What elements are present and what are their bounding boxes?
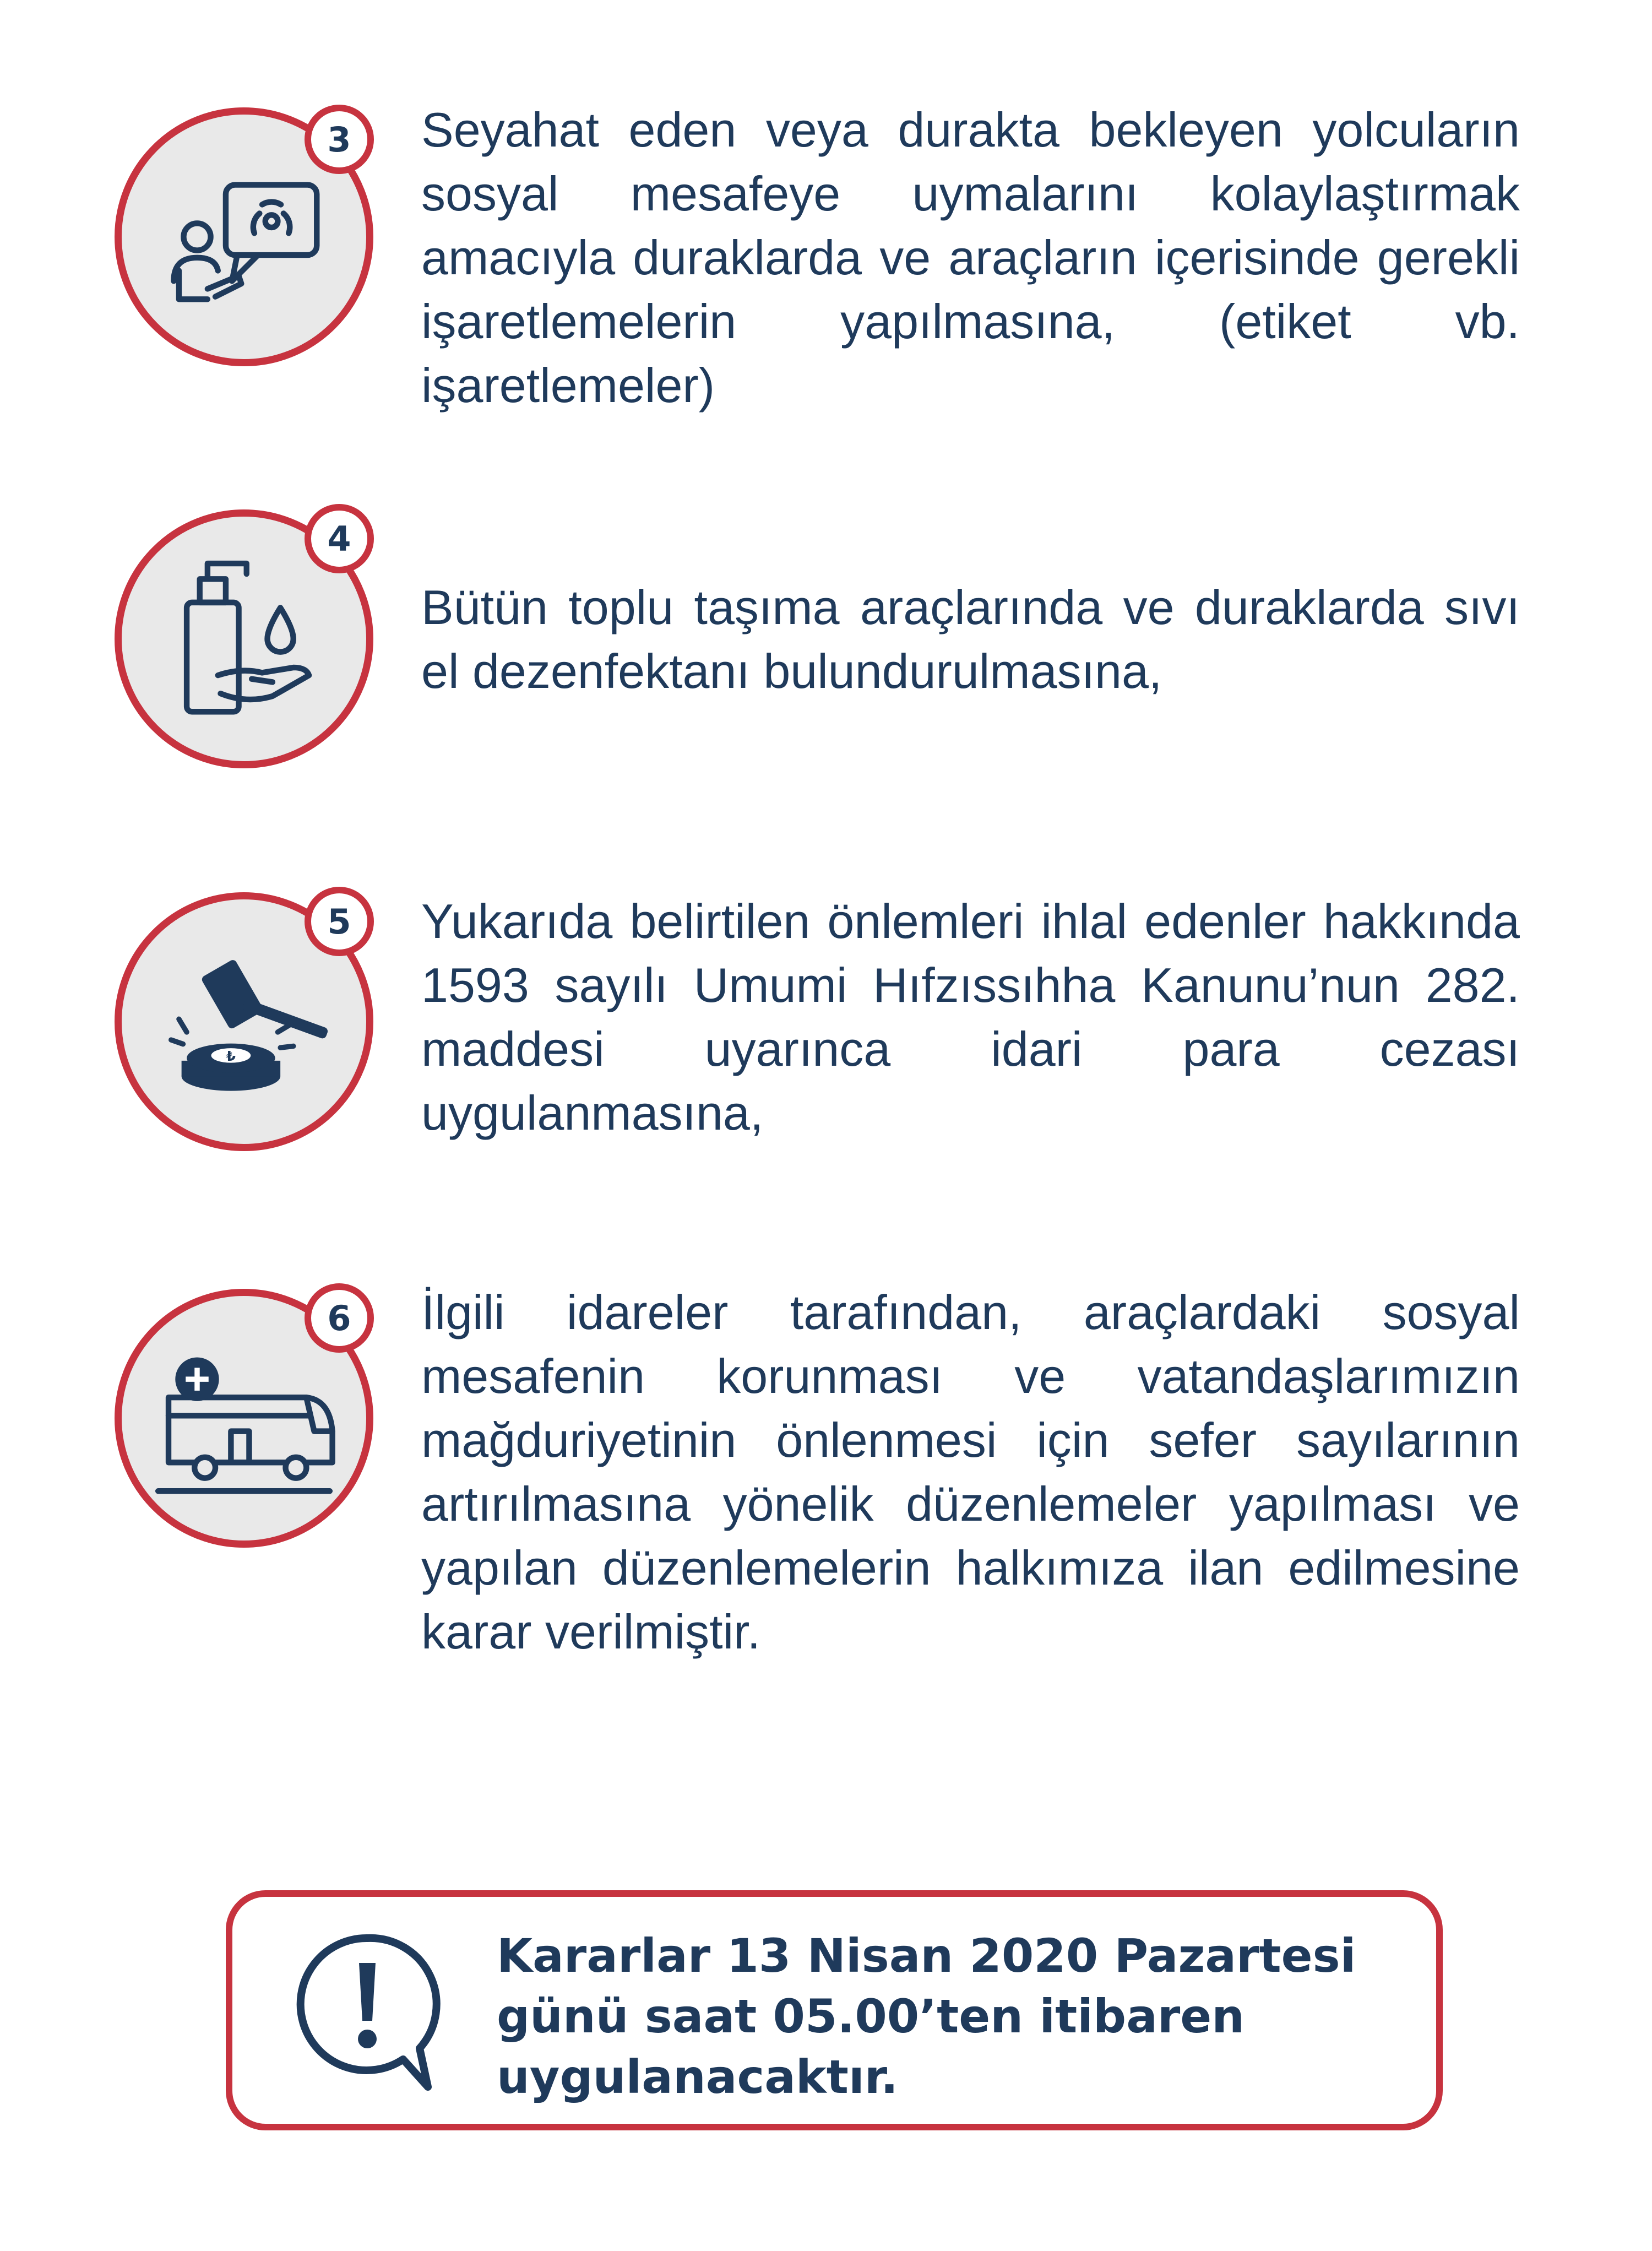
measure-text: İlgili idareler tarafından, araçlardaki sosyal mesafenin korunması ve vatandaşlarımızın mağduriyetinin önlenmesi için sefer sayılarının artırılmasına yönelik düzenlemeler yapılması ve yapılan düzenlemelerin halkımıza ilan edilmesine karar verilmiştir. — [421, 1285, 1520, 1659]
step-number-badge: 6 — [305, 1283, 374, 1353]
step-number-badge: 4 — [305, 504, 374, 573]
notice-box — [226, 1890, 1443, 2130]
exclamation-speech-icon — [293, 1930, 442, 2095]
step-number-badge: 3 — [305, 105, 374, 174]
measure-text: Yukarıda belirtilen önlemleri ihlal edenler hakkında 1593 sayılı Umumi Hıfzıssıhha Kanunu’nun 282. maddesi uyarınca idari para cezası uygulanmasına, — [421, 894, 1520, 1140]
measure-text: Bütün toplu taşıma araçlarında ve duraklarda sıvı el dezenfektanı bulundurulmasına, — [421, 580, 1520, 698]
svg-text:₺: ₺ — [226, 1048, 236, 1064]
step-number-badge: 5 — [305, 887, 374, 956]
measure-text: Seyahat eden veya durakta bekleyen yolcuların sosyal mesafeye uymalarını kolaylaştırmak amacıyla duraklarda ve araçların içerisinde gerekli işaretlemelerin yapılmasına, (etiket vb. işaretlemeler) — [421, 102, 1520, 413]
notice-text: Kararlar 13 Nisan 2020 Pazartesi günü saat 05.00’ten itibaren uygulanacaktır. — [497, 1929, 1356, 2104]
